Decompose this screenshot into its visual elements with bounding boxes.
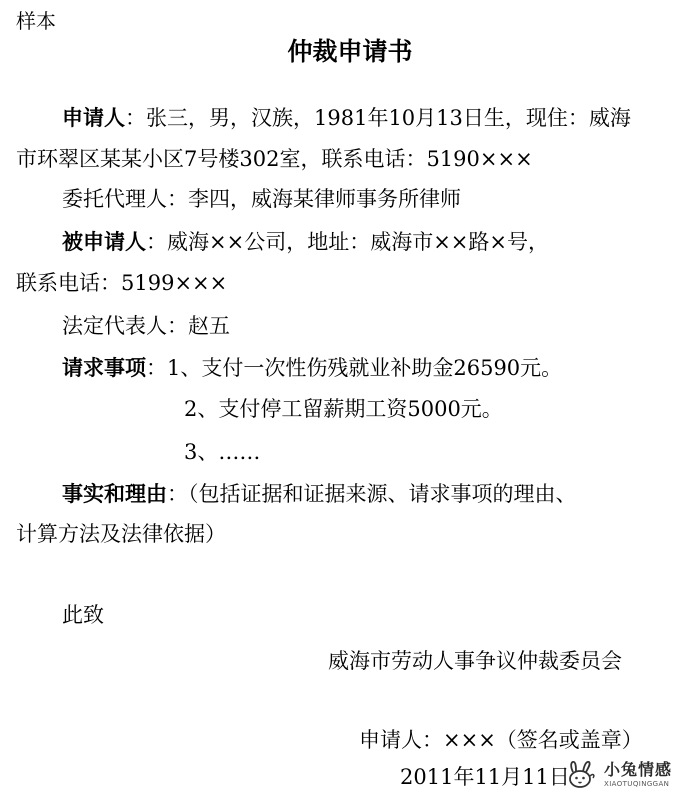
claim-2: 2、支付停工留薪期工资5000元。 bbox=[184, 397, 503, 421]
respondent-line-2: 联系电话：5199××× bbox=[16, 271, 228, 295]
legal-representative-line: 法定代表人：赵五 bbox=[62, 314, 230, 338]
claim-1: ：1、支付一次性伤残就业补助金26590元。 bbox=[146, 356, 563, 380]
applicant-line-1 bbox=[62, 104, 631, 132]
facts-line-2: 计算方法及法律依据） bbox=[16, 522, 226, 546]
applicant-label: 申请人 bbox=[62, 106, 125, 130]
claims-line-1 bbox=[62, 354, 562, 382]
respondent-line-1 bbox=[62, 228, 549, 256]
respondent-details: ：威海××公司，地址：威海市××路×号， bbox=[146, 230, 549, 254]
rabbit-icon bbox=[564, 758, 598, 792]
watermark bbox=[564, 757, 682, 793]
facts-line-1 bbox=[62, 480, 577, 508]
watermark-sub-text: XIAOTUQINGGAN bbox=[604, 780, 670, 788]
claim-3: 3、…… bbox=[184, 440, 261, 464]
facts-details: ：（包括证据和证据来源、请求事项的理由、 bbox=[167, 482, 577, 506]
claims-label: 请求事项 bbox=[62, 356, 146, 380]
sample-label: 样本 bbox=[16, 9, 56, 33]
signature-line: 申请人：×××（签名或盖章） bbox=[359, 728, 643, 752]
agent-line: 委托代理人：李四，威海某律师事务所律师 bbox=[62, 187, 461, 211]
closing-salutation: 此致 bbox=[62, 603, 104, 627]
facts-label: 事实和理由 bbox=[62, 482, 167, 506]
applicant-details: ：张三，男，汉族，1981年10月13日生，现住：威海 bbox=[125, 106, 631, 130]
document-title: 仲裁申请书 bbox=[287, 37, 413, 66]
applicant-line-2: 市环翠区某某小区7号楼302室，联系电话：5190××× bbox=[16, 147, 533, 171]
watermark-text bbox=[604, 762, 672, 788]
respondent-label: 被申请人 bbox=[62, 230, 146, 254]
document-date: 2011年11月11日 bbox=[400, 765, 570, 789]
watermark-main-text: 小兔情感 bbox=[604, 760, 673, 779]
recipient-committee: 威海市劳动人事争议仲裁委员会 bbox=[328, 649, 622, 673]
